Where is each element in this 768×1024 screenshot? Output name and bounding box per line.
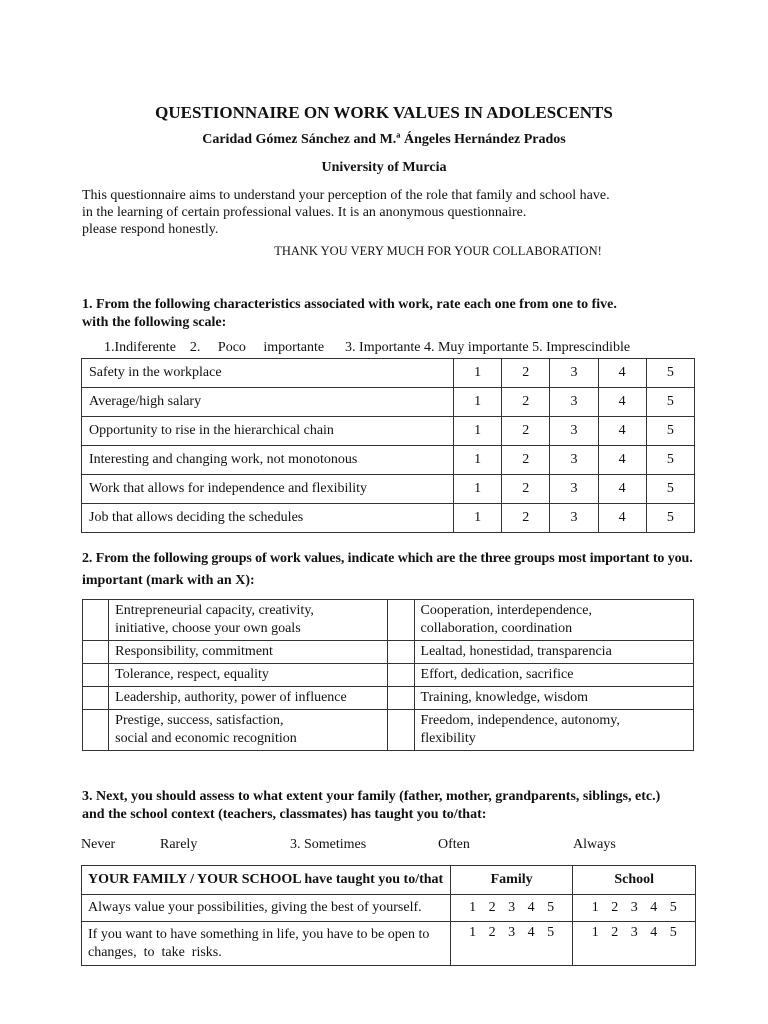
- item-label-line: If you want to have something in life, you have to be open to: [88, 926, 430, 942]
- item-label: [82, 895, 451, 922]
- value-group-line: flexibility: [420, 731, 476, 746]
- rating-cell[interactable]: 4: [598, 388, 646, 417]
- rating-cell[interactable]: 4: [598, 417, 646, 446]
- item-label-line: changes, to take risks.: [88, 944, 222, 960]
- value-group-line: Freedom, independence, autonomy,: [420, 713, 620, 728]
- mark-box[interactable]: [388, 687, 414, 710]
- characteristic-label: Interesting and changing work, not monotonous: [82, 446, 454, 475]
- mark-box[interactable]: [388, 664, 414, 687]
- header-family: Family: [450, 866, 573, 895]
- value-group-line: Prestige, success, satisfaction,: [115, 713, 284, 728]
- table-row: [82, 922, 696, 966]
- rating-cell[interactable]: 4: [598, 359, 646, 388]
- table-row: [82, 388, 695, 417]
- question-1-scale: 1.Indiferente 2. Poco importante 3. Importante 4. Muy importante 5. Imprescindible: [104, 340, 631, 355]
- scale-sometimes: 3. Sometimes: [290, 837, 367, 852]
- rating-cell[interactable]: 3: [550, 359, 598, 388]
- question-3-table: [81, 865, 696, 966]
- table-row: [82, 475, 695, 504]
- header-label: YOUR FAMILY / YOUR SCHOOL have taught you to/that: [82, 866, 451, 895]
- table-row: [83, 664, 694, 687]
- rating-cell[interactable]: 4: [598, 475, 646, 504]
- rating-cell[interactable]: 4: [598, 446, 646, 475]
- question-1-line: with the following scale:: [82, 315, 227, 330]
- question-1-line: 1. From the following characteristics associated with work, rate each one from one to five.: [82, 297, 617, 312]
- characteristic-label: Job that allows deciding the schedules: [82, 504, 454, 533]
- family-rating[interactable]: 1 2 3 4 5: [450, 922, 573, 966]
- rating-cell[interactable]: 3: [550, 504, 598, 533]
- rating-cell[interactable]: 5: [646, 446, 694, 475]
- rating-cell[interactable]: 2: [502, 417, 550, 446]
- table-row: [83, 687, 694, 710]
- value-group-label: [414, 687, 693, 710]
- rating-cell[interactable]: 4: [598, 504, 646, 533]
- table-header-row: [82, 866, 696, 895]
- rating-cell[interactable]: 1: [454, 388, 502, 417]
- rating-cell[interactable]: 3: [550, 417, 598, 446]
- characteristic-label: Safety in the workplace: [82, 359, 454, 388]
- intro-line: in the learning of certain professional values. It is an anonymous questionnaire.: [82, 205, 527, 220]
- value-group-line: Tolerance, respect, equality: [115, 667, 269, 682]
- value-group-line: Lealtad, honestidad, transparencia: [420, 644, 612, 659]
- question-1-heading: [82, 296, 617, 332]
- rating-cell[interactable]: 5: [646, 417, 694, 446]
- scale-often: Often: [438, 837, 470, 852]
- mark-box[interactable]: [83, 641, 109, 664]
- value-group-line: Cooperation, interdependence,: [420, 603, 592, 618]
- rating-cell[interactable]: 1: [454, 504, 502, 533]
- question-2-heading: [82, 550, 738, 590]
- rating-cell[interactable]: 1: [454, 359, 502, 388]
- value-group-label: [109, 600, 388, 641]
- header-school: School: [573, 866, 696, 895]
- rating-cell[interactable]: 5: [646, 359, 694, 388]
- scale-never: Never: [81, 837, 116, 852]
- value-group-line: Effort, dedication, sacrifice: [420, 667, 574, 682]
- characteristic-label: Average/high salary: [82, 388, 454, 417]
- value-group-line: initiative, choose your own goals: [115, 621, 301, 636]
- value-group-line: Training, knowledge, wisdom: [420, 690, 589, 705]
- value-group-line: Leadership, authority, power of influence: [115, 690, 347, 705]
- value-group-label: [414, 600, 693, 641]
- mark-box[interactable]: [83, 600, 109, 641]
- question-2-line: important (mark with an X):: [82, 573, 255, 588]
- table-row: [83, 600, 694, 641]
- rating-cell[interactable]: 1: [454, 417, 502, 446]
- intro-paragraph: [82, 187, 702, 238]
- value-group-line: Entrepreneurial capacity, creativity,: [115, 603, 314, 618]
- intro-line: This questionnaire aims to understand your perception of the role that family and school have.: [82, 188, 610, 203]
- value-group-label: [414, 710, 693, 751]
- rating-cell[interactable]: 2: [502, 359, 550, 388]
- value-group-label: [414, 641, 693, 664]
- question-2-line: 2. From the following groups of work values, indicate which are the three groups most important to you.: [82, 551, 693, 566]
- mark-box[interactable]: [388, 710, 414, 751]
- rating-cell[interactable]: 2: [502, 475, 550, 504]
- scale-always: Always: [573, 837, 616, 852]
- rating-cell[interactable]: 1: [454, 446, 502, 475]
- rating-cell[interactable]: 3: [550, 388, 598, 417]
- value-group-line: collaboration, coordination: [420, 621, 573, 636]
- page-title: QUESTIONNAIRE ON WORK VALUES IN ADOLESCENTS: [155, 103, 613, 122]
- thanks-note: THANK YOU VERY MUCH FOR YOUR COLLABORATION!: [274, 244, 602, 258]
- table-row: [83, 641, 694, 664]
- mark-box[interactable]: [388, 641, 414, 664]
- intro-line: please respond honestly.: [82, 222, 219, 237]
- table-row: [83, 710, 694, 751]
- item-label: [82, 922, 451, 966]
- scale-rarely: Rarely: [160, 837, 198, 852]
- authors: Caridad Gómez Sánchez and M.ª Ángeles Hernández Prados: [202, 132, 566, 147]
- school-rating[interactable]: 1 2 3 4 5: [573, 922, 696, 966]
- mark-box[interactable]: [83, 710, 109, 751]
- rating-cell[interactable]: 5: [646, 504, 694, 533]
- rating-cell[interactable]: 2: [502, 504, 550, 533]
- rating-cell[interactable]: 2: [502, 388, 550, 417]
- characteristic-label: Work that allows for independence and flexibility: [82, 475, 454, 504]
- table-row: [82, 895, 696, 922]
- value-group-label: [109, 710, 388, 751]
- university: University of Murcia: [321, 160, 447, 175]
- mark-box[interactable]: [83, 687, 109, 710]
- table-row: [82, 359, 695, 388]
- characteristic-label: Opportunity to rise in the hierarchical chain: [82, 417, 454, 446]
- table-row: [82, 504, 695, 533]
- question-3-heading: [82, 788, 660, 824]
- question-3-line: and the school context (teachers, classmates) has taught you to/that:: [82, 807, 487, 822]
- mark-box[interactable]: [83, 664, 109, 687]
- rating-cell[interactable]: 1: [454, 475, 502, 504]
- rating-cell[interactable]: 5: [646, 388, 694, 417]
- value-group-label: [414, 664, 693, 687]
- table-row: [82, 446, 695, 475]
- rating-cell[interactable]: 2: [502, 446, 550, 475]
- value-group-label: [109, 687, 388, 710]
- rating-cell[interactable]: 3: [550, 475, 598, 504]
- table-row: [82, 417, 695, 446]
- mark-box[interactable]: [388, 600, 414, 641]
- rating-cell[interactable]: 5: [646, 475, 694, 504]
- question-3-line: 3. Next, you should assess to what extent your family (father, mother, grandparents, siblings, etc.): [82, 789, 661, 804]
- rating-cell[interactable]: 3: [550, 446, 598, 475]
- value-group-line: social and economic recognition: [115, 731, 297, 746]
- value-group-label: [109, 641, 388, 664]
- question-2-table: [82, 599, 694, 751]
- family-rating[interactable]: 1 2 3 4 5: [450, 895, 573, 922]
- question-1-table: [81, 358, 695, 533]
- value-group-line: Responsibility, commitment: [115, 644, 273, 659]
- item-label-line: Always value your possibilities, giving the best of yourself.: [88, 900, 422, 915]
- value-group-label: [109, 664, 388, 687]
- school-rating[interactable]: 1 2 3 4 5: [573, 895, 696, 922]
